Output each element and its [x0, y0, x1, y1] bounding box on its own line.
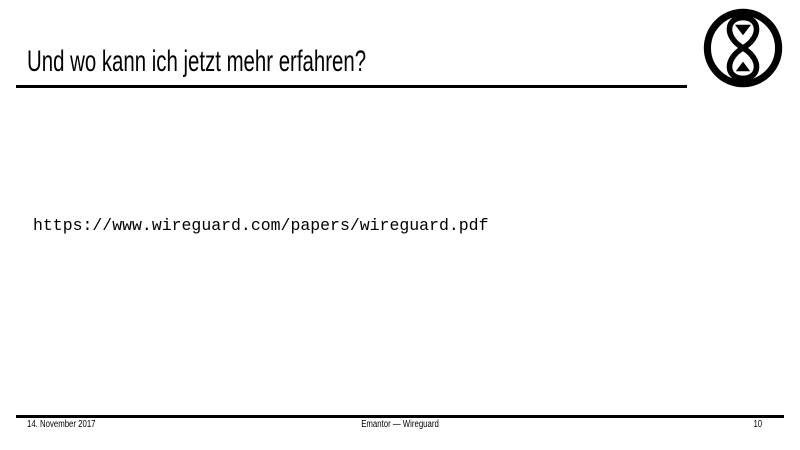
footer-page-number: 10 [753, 419, 762, 430]
footer-date: 14. November 2017 [27, 419, 96, 430]
footer-divider [16, 415, 784, 418]
slide-title: Und wo kann ich jetzt mehr erfahren? [27, 45, 367, 78]
hourglass-logo-icon [703, 8, 783, 88]
footer-author-title: Emantor — Wireguard [361, 419, 439, 430]
title-divider [16, 85, 687, 88]
paper-url-link[interactable]: https://www.wireguard.com/papers/wireguard.pdf [33, 216, 489, 235]
